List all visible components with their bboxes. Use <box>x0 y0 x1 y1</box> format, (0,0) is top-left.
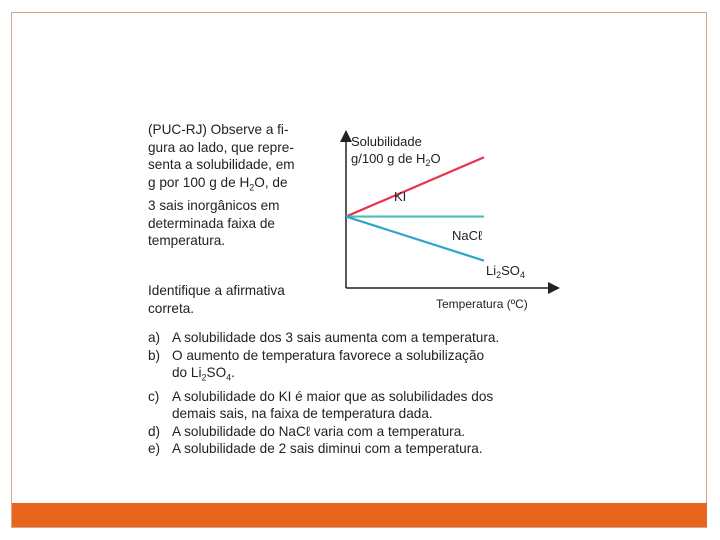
slide-footer-bar <box>12 503 707 527</box>
y-axis-label: Solubilidade <box>351 134 422 149</box>
question-text <box>148 121 323 250</box>
option-e[interactable] <box>148 440 558 458</box>
option-text: A solubilidade do KI é maior que as solubilidades dos demais sais, na faixa de temperatura dada. <box>172 388 494 422</box>
option-d[interactable] <box>148 423 558 441</box>
option-letter: b) <box>148 347 161 363</box>
answer-options <box>148 329 558 458</box>
option-a[interactable] <box>148 329 558 347</box>
question-line: gura ao lado, que repre- <box>148 139 294 155</box>
option-c[interactable] <box>148 388 558 423</box>
y-axis-label-unit: g/100 g de $H_2O$ <box>351 151 441 168</box>
option-text: O aumento de temperatura favorece a solubilização do $Li_2SO_4$. <box>172 347 485 383</box>
series-label-ki: KI <box>394 189 407 204</box>
series-label-nacl: NaCℓ <box>452 228 483 243</box>
option-text: A solubilidade dos 3 sais aumenta com a temperatura. <box>172 330 500 345</box>
option-letter: d) <box>148 423 161 439</box>
question-line: g por 100 g de $H_2O$, de <box>148 174 288 193</box>
question-line: temperatura. <box>148 233 226 249</box>
series-lines <box>346 157 484 260</box>
question-line: (PUC-RJ) Observe a fi- <box>148 122 289 137</box>
option-text: A solubilidade do NaCℓ varia com a temperatura. <box>172 423 466 439</box>
solubility-chart <box>336 130 561 315</box>
question-line: senta a solubilidade, em <box>148 157 295 173</box>
option-letter: e) <box>148 441 161 457</box>
option-b[interactable] <box>148 347 558 388</box>
question-line: determinada faixa de <box>148 215 275 231</box>
instruction-text: Identifique a afirmativa correta. <box>148 283 285 316</box>
x-axis-label: Temperatura (ºC) <box>436 297 528 311</box>
question-line: 3 sais inorgânicos em <box>148 198 280 214</box>
series-line-ki <box>346 157 484 216</box>
option-letter: a) <box>148 330 161 345</box>
option-text: A solubilidade de 2 sais diminui com a temperatura. <box>172 441 483 457</box>
option-letter: c) <box>148 388 160 404</box>
series-label-li2so4: $Li_2SO_4$ <box>486 263 525 280</box>
